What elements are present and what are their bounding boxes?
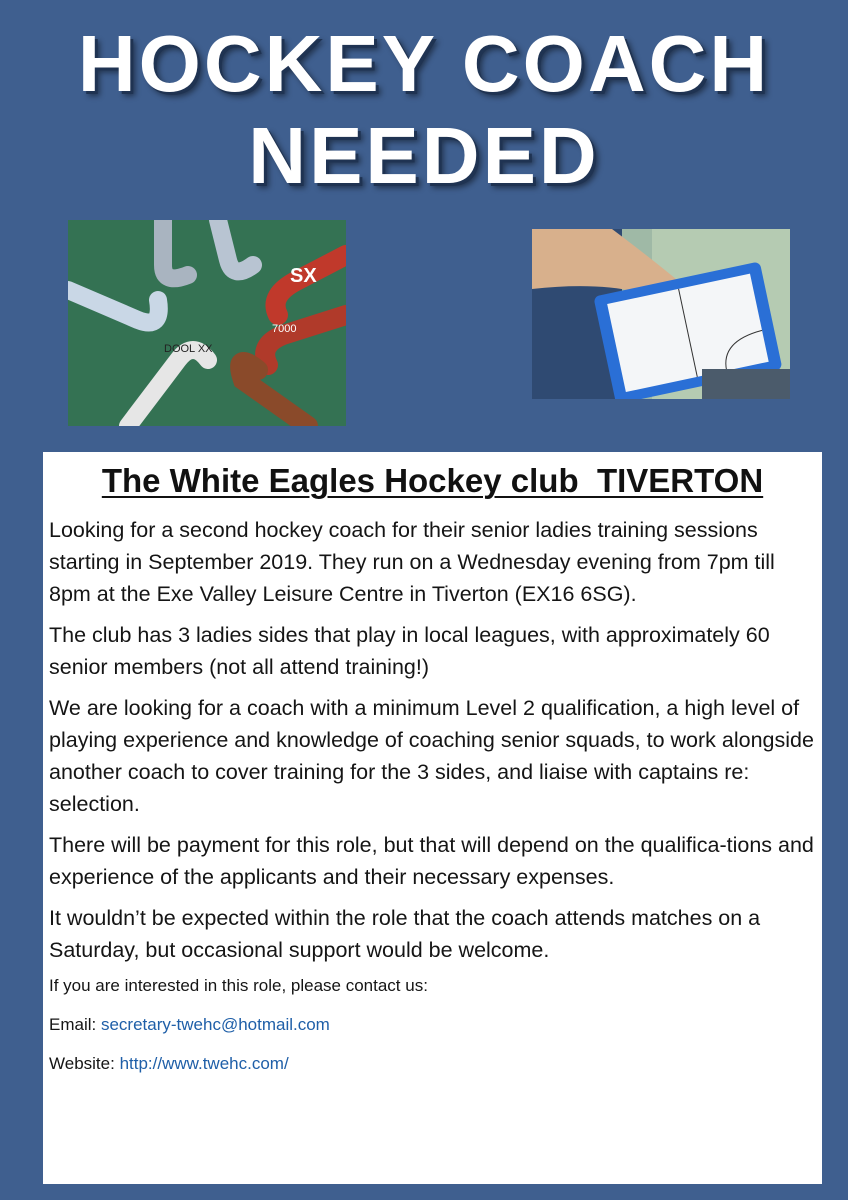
paragraph-requirements: We are looking for a coach with a minimum Level 2 qualification, a high level of playing experience and knowledge of coaching senior squads, to work alongside another coach to cover training for the 3 sides, and liaise with captains re: selection. bbox=[49, 696, 814, 816]
paragraph-matches: It wouldn’t be expected within the role that the coach attends matches on a Saturday, but occasional support would be welcome. bbox=[49, 906, 761, 962]
paragraph-club-size: The club has 3 ladies sides that play in local leagues, with approximately 60 senior members (not all attend training!) bbox=[49, 623, 770, 679]
stick-brand-text: SX bbox=[290, 265, 317, 287]
job-description-card bbox=[43, 452, 822, 1184]
paragraph-session-details: Looking for a second hockey coach for their senior ladies training sessions starting in September 2019. They run on a Wednesday evening from 7pm till 8pm at the Exe Valley Leisure Centre in Tiverton (EX16 6SG). bbox=[49, 518, 775, 606]
website-line bbox=[49, 1053, 816, 1075]
contact-intro: If you are interested in this role, please contact us: bbox=[49, 976, 428, 995]
headline-line-2: NEEDED bbox=[248, 111, 600, 200]
email-line bbox=[49, 1014, 816, 1036]
website-link[interactable]: http://www.twehc.com/ bbox=[119, 1054, 289, 1073]
coach-clipboard-photo bbox=[532, 229, 790, 399]
hockey-sticks-photo bbox=[68, 220, 346, 426]
club-title: The White Eagles Hockey club TIVERTON bbox=[101, 462, 764, 499]
email-label: Email: bbox=[49, 1015, 97, 1034]
paragraph-payment: There will be payment for this role, but that will depend on the qualifica-tions and experience of the applicants and their necessary expenses. bbox=[49, 833, 814, 889]
website-label: Website: bbox=[49, 1054, 115, 1073]
email-link[interactable]: secretary-twehc@hotmail.com bbox=[100, 1015, 330, 1034]
headline-line-1: HOCKEY COACH bbox=[77, 19, 771, 108]
stick-brand-text: 7000 bbox=[272, 323, 297, 335]
stick-brand-text: DOOL XX bbox=[164, 343, 213, 355]
